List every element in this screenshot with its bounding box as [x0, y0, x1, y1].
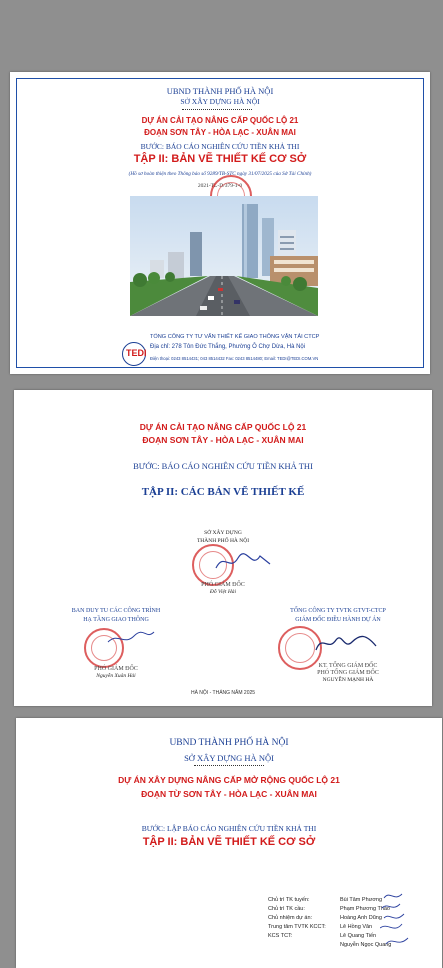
- signer-role: Chủ trì TK cầu:: [268, 906, 305, 912]
- signer-role: Chủ trì TK tuyến:: [268, 897, 310, 903]
- signer-name: Hoàng Anh Dũng: [340, 915, 382, 921]
- left-signature: [106, 628, 156, 648]
- signer-role: Trung tâm TVTK KCCT:: [268, 924, 326, 930]
- right-signer-role-2: PHÓ TỔNG GIÁM ĐỐC: [317, 670, 379, 676]
- right-signer-role-1: KT. TỔNG GIÁM ĐỐC: [318, 663, 378, 669]
- company-name: TỔNG CÔNG TY TƯ VẤN THIẾT KẾ GIAO THÔNG VẬN TẢI CTCP: [150, 334, 320, 340]
- project-title-line2: ĐOẠN SƠN TÂY - HÒA LẠC - XUÂN MAI: [142, 435, 304, 445]
- authority-title: UBND THÀNH PHỐ HÀ NỘI: [166, 86, 274, 96]
- volume-title: TẬP II: CÁC BẢN VẼ THIẾT KẾ: [141, 486, 305, 498]
- volume-title: TẬP II: BẢN VẼ THIẾT KẾ CƠ SỞ: [133, 153, 307, 165]
- right-org-line1: TỔNG CÔNG TY TVTK GTVT-CTCP: [290, 608, 386, 614]
- left-signer-role: PHÓ GIÁM ĐỐC: [94, 666, 138, 672]
- project-title-line1: DỰ ÁN XÂY DỰNG NÂNG CẤP MỞ RỘNG QUỐC LỘ 21: [118, 775, 340, 785]
- company-logo: TEDI: [122, 342, 146, 366]
- step-title: BƯỚC: LẬP BÁO CÁO NGHIÊN CỨU TIỀN KHẢ THI: [141, 824, 317, 833]
- cover-page-3: [16, 718, 442, 968]
- right-signature: [314, 630, 380, 656]
- project-title-line2: ĐOẠN TỪ SƠN TÂY - HÒA LẠC - XUÂN MAI: [141, 789, 317, 799]
- divider: [194, 765, 264, 766]
- dept-name-line2: THÀNH PHỐ HÀ NỘI: [196, 538, 250, 544]
- signer-name: Lê Hồng Vân: [340, 924, 373, 930]
- dept-name-line1: SỞ XÂY DỰNG: [204, 530, 242, 536]
- place-date: HÀ NỘI - THÁNG NĂM 2025: [190, 690, 256, 696]
- left-org-line2: HẠ TẦNG GIAO THÔNG: [83, 617, 149, 623]
- department-title: SỞ XÂY DỰNG HÀ NỘI: [180, 97, 260, 106]
- company-address: Địa chỉ: 278 Tôn Đức Thắng, Phường Ô Chợ Dừa, Hà Nội: [150, 344, 306, 350]
- cover-page-1: [10, 72, 430, 374]
- completion-note: (Hồ sơ hoàn thiện theo Thông báo số 9289/TB-STC ngày 31/07/2025 của Sở Tài Chính): [128, 171, 312, 177]
- left-signer-name: Nguyễn Xuân Hải: [96, 673, 136, 679]
- divider: [182, 109, 252, 110]
- project-title-line1: DỰ ÁN CẢI TẠO NÂNG CẤP QUỐC LỘ 21: [141, 116, 299, 125]
- signer-name: Lê Quang Tiến: [340, 933, 377, 939]
- right-org-line2: GIÁM ĐỐC ĐIỀU HÀNH DỰ ÁN: [295, 617, 381, 623]
- signer-name: Phạm Phương Thảo: [340, 906, 390, 912]
- signer-role: KCS TCT:: [268, 933, 293, 939]
- left-org-line1: BAN DUY TU CÁC CÔNG TRÌNH: [71, 608, 161, 614]
- signer-name: Bùi Tâm Phương: [340, 897, 383, 903]
- signer-signatures: [380, 888, 420, 954]
- document-code: 2021-TL-D/379-1-0: [197, 183, 243, 189]
- step-title: BƯỚC: BÁO CÁO NGHIÊN CỨU TIỀN KHẢ THI: [140, 142, 300, 151]
- volume-title: TẬP II: BẢN VẼ THIẾT KẾ CƠ SỞ: [142, 836, 316, 848]
- project-title-line1: DỰ ÁN CẢI TẠO NÂNG CẤP QUỐC LỘ 21: [139, 422, 307, 432]
- signer-name: Nguyễn Ngọc Quang: [340, 942, 392, 948]
- dept-signer-name: Đỗ Việt Hải: [209, 589, 237, 595]
- road-rendering-image: [130, 196, 318, 316]
- authority-title: UBND THÀNH PHỐ HÀ NỘI: [169, 738, 289, 748]
- company-contact: Điện thoại: 0243 8514431; 043 8514432 Fax: 0243 8514480; Email: TEDI@TEDI.COM.VN: [150, 356, 319, 361]
- department-title: SỞ XÂY DỰNG HÀ NỘI: [184, 753, 274, 763]
- cover-page-2: [14, 390, 432, 706]
- dept-signer-role: PHÓ GIÁM ĐỐC: [201, 582, 245, 588]
- signer-role: Chủ nhiệm dự án:: [268, 915, 313, 921]
- project-title-line2: ĐOẠN SƠN TÂY - HÒA LẠC - XUÂN MAI: [144, 128, 296, 137]
- right-signer-name: NGUYỄN MẠNH HÀ: [322, 677, 374, 683]
- step-title: BƯỚC: BÁO CÁO NGHIÊN CỨU TIỀN KHẢ THI: [133, 461, 313, 471]
- dept-signature: [214, 550, 274, 574]
